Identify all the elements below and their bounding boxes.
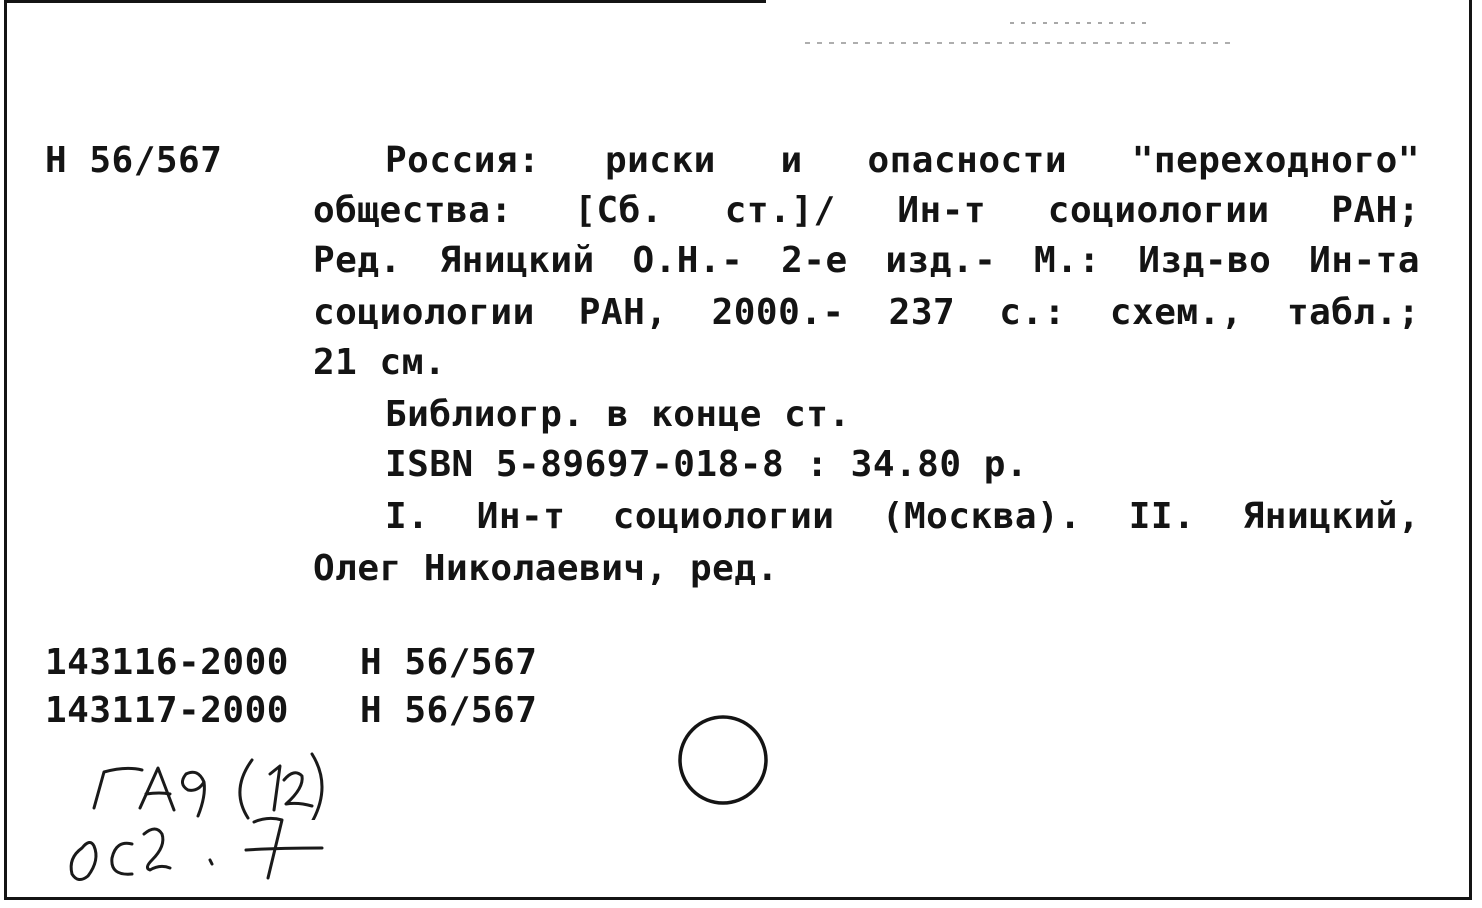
tracings-line-2: Олег Николаевич, ред.	[313, 548, 779, 589]
title-line-3: Ред. Яницкий О.Н.- 2-е изд.- М.: Изд-во Ин-та	[313, 240, 1420, 281]
tracings-line-1: I. Ин-т социологии (Москва). II. Яницкий,	[385, 496, 1420, 537]
handwritten-note-2	[60, 808, 340, 892]
copy-shelf-1: Н 56/567	[360, 642, 538, 683]
title-line-4: социологии РАН, 2000.- 237 с.: схем., табл.;	[313, 292, 1420, 333]
copy-shelf-2: Н 56/567	[360, 690, 538, 731]
scan-smudge	[805, 36, 1230, 48]
call-number: Н 56/567	[45, 140, 223, 181]
isbn-line: ISBN 5-89697-018-8 : 34.80 р.	[385, 444, 1029, 485]
bibliography-note: Библиогр. в конце ст.	[385, 394, 851, 435]
title-line-2: общества: [Сб. ст.]/ Ин-т социологии РАН;	[313, 190, 1420, 231]
card-top-edge	[6, 0, 766, 3]
title-line-5: 21 см.	[313, 342, 447, 383]
copy-inventory-1: 143116-2000	[45, 642, 289, 683]
circle-mark	[675, 710, 775, 810]
title-line-1: Россия: риски и опасности "переходного"	[385, 140, 1420, 181]
copy-inventory-2: 143117-2000	[45, 690, 289, 731]
handwritten-note-1	[80, 730, 350, 820]
scan-smudge-upper	[1010, 22, 1150, 24]
